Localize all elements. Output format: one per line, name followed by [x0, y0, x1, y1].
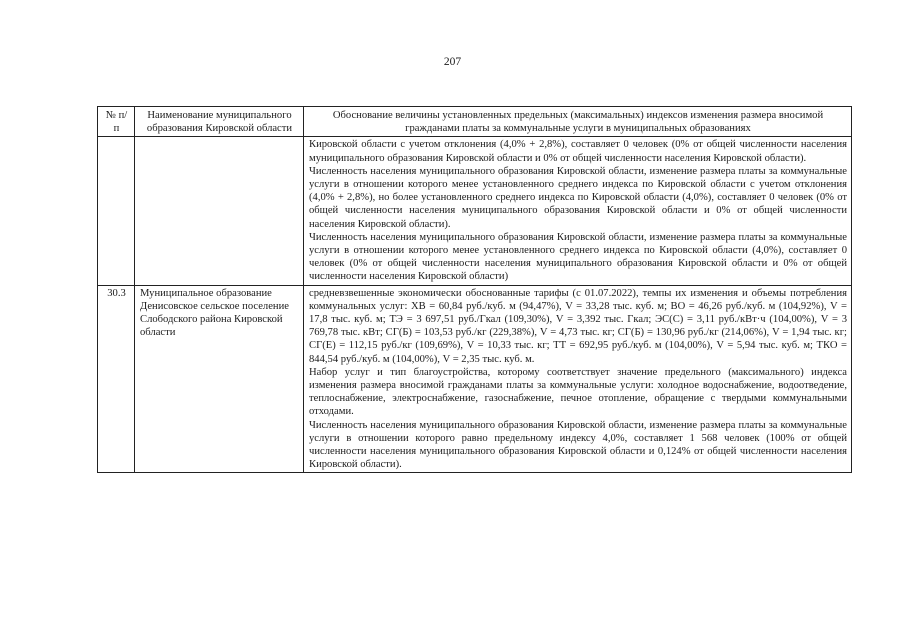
- header-justification: Обоснование величины установленных предельных (максимальных) индексов изменения размера вносимой гражданами платы за коммунальные услуги в муниципальных образованиях: [304, 107, 852, 137]
- indices-table: [97, 106, 852, 473]
- header-name: Наименование муниципального образования Кировской области: [135, 107, 304, 137]
- paragraph: Численность населения муниципального образования Кировской области, изменение размера платы за коммунальные услуги в отношении которого менее установленного среднего индекса по Кировской области (4,0%), составляет 0 человек (0% от общей численности населения муниципального образования Кировской области и 0% от общей численности населения Кировской области): [309, 231, 847, 283]
- table-row: [98, 137, 852, 285]
- row-justification: [304, 137, 852, 285]
- paragraph: Численность населения муниципального образования Кировской области, изменение размера платы за коммунальные услуги в отношении которого менее установленного среднего индекса по Кировской области с учетом отклонения (4,0% + 2,8%), но более установленного среднего индекса по Кировской области (4,0%), составляет 0 человек (0% от общей численности населения муниципального образования Кировской области и 0% от общей численности населения Кировской области).: [309, 165, 847, 230]
- table-row: [98, 285, 852, 473]
- row-num: 30.3: [98, 285, 135, 473]
- table-header-row: [98, 107, 852, 137]
- page-number: 207: [443, 56, 462, 68]
- row-name: Муниципальное образование Денисовское сельское поселение Слободского района Кировской области: [135, 285, 304, 473]
- row-justification: [304, 285, 852, 473]
- paragraph: Численность населения муниципального образования Кировской области, изменение размера платы за коммунальные услуги в отношении которого равно предельному индексу 4,0%, составляет 1 568 человек (100% от общей численности населения муниципального образования Кировской области и 0,124% от общей численности населения Кировской области).: [309, 419, 847, 471]
- header-num: № п/п: [98, 107, 135, 137]
- paragraph: Набор услуг и тип благоустройства, которому соответствует значение предельного (максимального) индекса изменения размера вносимой гражданами платы за коммунальные услуги: холодное водоснабжение, водоотведение, теплоснабжение, электроснабжение, газоснабжение, печное отопление, обращение с твердыми коммунальными отходами.: [309, 366, 847, 418]
- paragraph: средневзвешенные экономически обоснованные тарифы (с 01.07.2022), темпы их изменения и объемы потребления коммунальных услуг: ХВ = 60,84 руб./куб. м (94,47%), V = 33,28 тыс. куб. м; ВО = 46,26 руб./куб. м (104,92%), V = 17,8 тыс. куб. м; ТЭ = 3 697,51 руб./Гкал (109,30%), V = 3,392 тыс. Гкал; ЭС(С) = 3,11 руб./кВт·ч (104,00%), V = 3 769,78 тыс. кВт; СГ(Б) = 103,53 руб./кг (229,38%), V = 4,73 тыс. кг; СГ(Б) = 130,96 руб./кг (214,06%), V = 1,94 тыс. кг; СГ(Е) = 112,15 руб./кг (109,69%), V = 10,33 тыс. кг; ТТ = 692,95 руб./куб. м (104,00%), V = 5,94 тыс. куб. м; ТКО = 844,54 руб./куб. м (104,00%), V = 2,35 тыс. куб. м.: [309, 287, 847, 365]
- row-name: [135, 137, 304, 285]
- row-num: [98, 137, 135, 285]
- paragraph: Кировской области с учетом отклонения (4,0% + 2,8%), составляет 0 человек (0% от общей численности населения муниципального образования Кировской области и 0% от общей численности населения Кировской области).: [309, 139, 847, 164]
